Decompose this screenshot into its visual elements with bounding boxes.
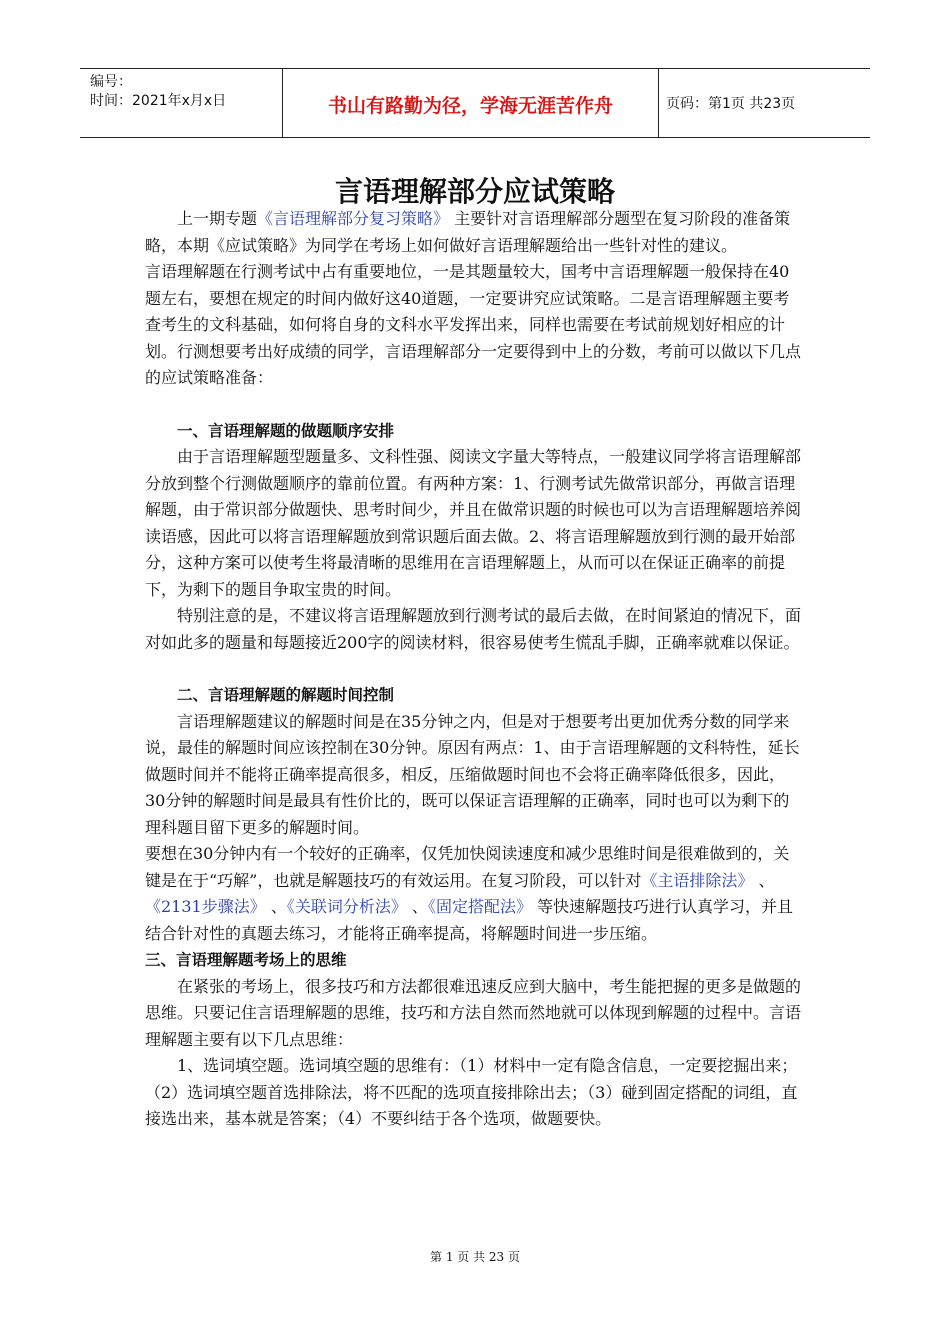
review-strategy-link[interactable]: 《言语理解部分复习策略》 [257,209,450,228]
separator: 、 [753,870,775,890]
separator: 、 [265,897,287,916]
section3-paragraph: 在紧张的考场上，很多技巧和方法都很难迅速反应到大脑中，考生能把握的更多是做题的思维。只要记住言语理解题的思维，技巧和方法自然而然地就可以体现到解题的过程中。言语理解题主要有以下几点思维： [145,976,802,1049]
number-label: 编号： [90,74,132,90]
subject-elimination-link[interactable]: 《主语排除法》 [641,870,754,890]
fixed-collocation-link[interactable]: 《固定搭配法》 [427,897,532,916]
header-page-info: 页码：第1页 共23页 [666,96,796,112]
time-label: 时间：2021年x月x日 [90,93,227,109]
intro-paragraph: 言语理解题在行测考试中占有重要地位，一是其题量较大，国考中言语理解题一般保持在40题左右，要想在规定的时间内做好这40道题，一定要讲究应试策略。二是言语理解题主要考查考生的文科基础，如何将自身的文科水平发挥出来，同样也需要在考试前规划好相应的计划。行测想要考出好成绩的同学，言语理解部分一定要得到中上的分数，考前可以做以下几点的应试策略准备： [145,262,802,387]
conjunction-analysis-link[interactable]: 《关联词分析法》 [286,897,407,916]
section3-heading: 三、言语理解题考场上的思维 [145,951,347,969]
section1-heading: 一、言语理解题的做题顺序安排 [177,421,395,440]
intro-paragraph [145,206,805,259]
page-header [80,68,870,138]
header-divider [658,69,659,137]
separator: 、 [406,897,428,916]
document-body [145,206,805,1133]
step-2131-link[interactable]: 《2131步骤法》 [145,897,266,916]
header-motto: 书山有路勤为径，学海无涯苦作舟 [327,95,613,117]
intro-text: 主要针对言语理解部分题型在复习阶段的准备策略，本期《应试策略》为同学在考场上如何做好言语理解题给出一些针对性的建议。 [145,209,791,255]
section1-paragraph: 由于言语理解题型题量多、文科性强、阅读文字量大等特点，一般建议同学将言语理解部分放到整个行测做题顺序的靠前位置。有两种方案：1、行测考试先做常识部分，再做言语理解题，由于常识部分做题快、思考时间少，并且在做常识题的时候也可以为言语理解题培养阅读语感，因此可以将言语理解题放到常识题后面去做。2、将言语理解题放到行测的最开始部分，这种方案可以使考生将最清晰的思维用在言语理解题上，从而可以在保证正确率的前提下，为剩下的题目争取宝贵的时间。 [145,447,802,599]
section2-text: 等快速解题技巧进行认真学习，并且结合针对性的真题去练习，才能将正确率提高，将解题时间进一步压缩。 [145,897,794,943]
section2-paragraph [145,841,805,947]
section3-paragraph: 1、选词填空题。选词填空题的思维有：（1）材料中一定有隐含信息，一定要挖掘出来；（2）选词填空题首选排除法，将不匹配的选项直接排除出去；（3）碰到固定搭配的词组，直接选出来，基本就是答案；（4）不要纠结于各个选项，做题要快。 [145,1056,798,1128]
page-footer: 第 1 页 共 23 页 [430,1250,520,1264]
section1-paragraph: 特别注意的是，不建议将言语理解题放到行测考试的最后去做，在时间紧迫的情况下，面对如此多的题量和每题接近200字的阅读材料，很容易使考生慌乱手脚，正确率就难以保证。 [145,606,802,652]
section2-text: 要想在30分钟内有一个较好的正确率，仅凭加快阅读速度和减少思维时间是很难做到的，关键是在于“巧解”，也就是解题技巧的有效运用。在复习阶段，可以针对 [145,844,790,890]
document-title: 言语理解部分应试策略 [334,175,615,208]
section2-heading: 二、言语理解题的解题时间控制 [177,686,395,704]
section2-paragraph: 言语理解题建议的解题时间是在35分钟之内，但是对于想要考出更加优秀分数的同学来说，最佳的解题时间应该控制在30分钟。原因有两点：1、由于言语理解题的文科特性，延长做题时间并不能将正确率提高很多，相反，压缩做题时间也不会将正确率降低很多，因此，30分钟的解题时间是最具有性价比的，既可以保证言语理解的正确率，同时也可以为剩下的理科题目留下更多的解题时间。 [145,711,800,837]
intro-text: 上一期专题 [177,209,258,228]
header-meta [90,73,280,111]
